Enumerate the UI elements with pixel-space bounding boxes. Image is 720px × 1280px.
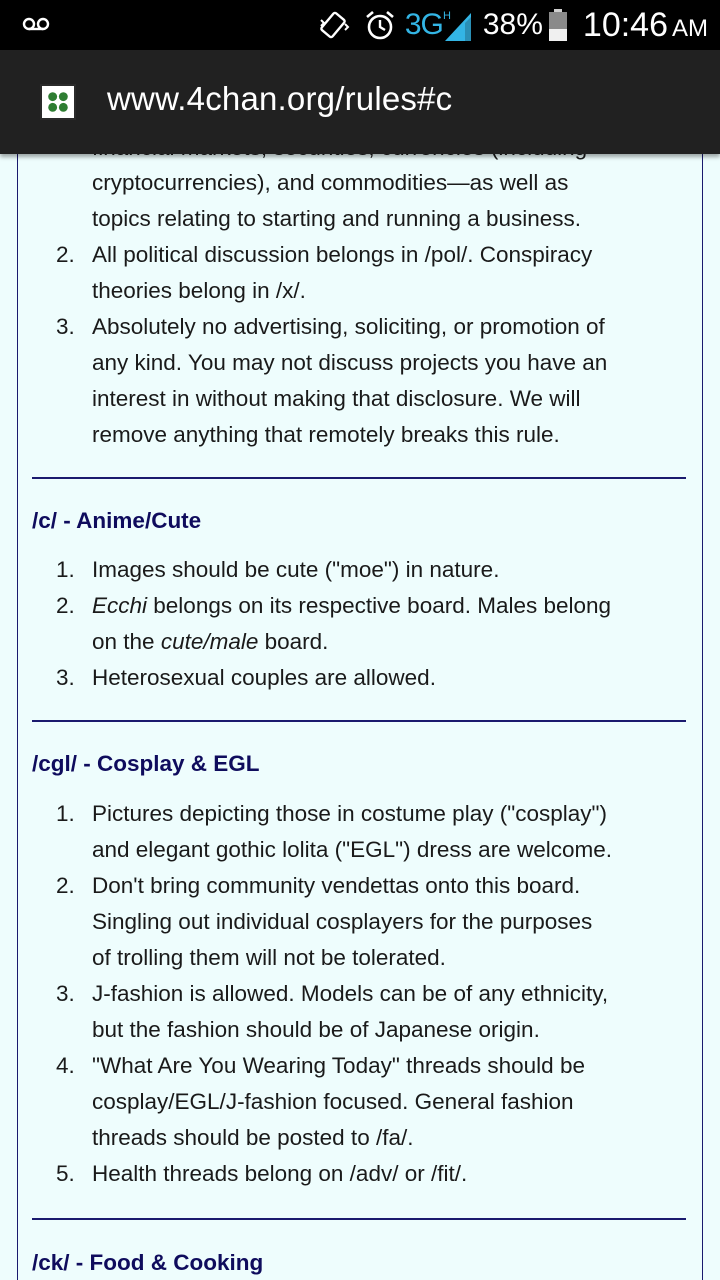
rule-text: cosplay/EGL/J-fashion focused. General fashion: [92, 1089, 574, 1114]
rule-number: 1.: [56, 801, 75, 826]
rule-text: any kind. You may not discuss projects you have an: [92, 350, 608, 375]
rule-number: 2.: [56, 873, 75, 898]
rule-text-part: on the: [92, 629, 161, 654]
rule-text-part: belongs on its respective board. Males belong: [147, 593, 612, 618]
rule-number: 3.: [56, 981, 75, 1006]
rule-text-part: board.: [258, 629, 329, 654]
signal-icon: [443, 9, 473, 41]
rule-text: remove anything that remotely breaks this rule.: [92, 422, 560, 447]
clock: [583, 6, 708, 45]
board-title-cgl: /cgl/ - Cosplay & EGL: [32, 751, 260, 776]
rule-text: topics relating to starting and running a business.: [92, 206, 582, 231]
rule-text: theories belong in /x/.: [92, 278, 306, 303]
url-text[interactable]: www.4chan.org/rules#c: [107, 80, 453, 117]
battery-percent: 38%: [482, 8, 543, 41]
vibrate-icon: [317, 8, 351, 42]
rule-text: "What Are You Wearing Today" threads should be: [92, 1053, 585, 1078]
clock-ampm: AM: [672, 14, 708, 42]
network-type-label: 3G: [404, 8, 443, 41]
italic-term: cute/male: [160, 629, 259, 654]
rule-number: 4.: [56, 1053, 75, 1078]
alarm-icon: [363, 8, 397, 42]
rule-text: [92, 624, 672, 660]
section-divider: [32, 1218, 686, 1220]
rule-text: All political discussion belongs in /pol/. Conspiracy: [92, 242, 593, 267]
rule-text: Pictures depicting those in costume play ("cosplay"): [92, 801, 607, 826]
rule-text: of trolling them will not be tolerated.: [92, 945, 446, 970]
rule-text: [92, 588, 672, 624]
rule-text: Heterosexual couples are allowed.: [92, 665, 436, 690]
section-divider: [32, 477, 686, 479]
rule-text: and elegant gothic lolita ("EGL") dress are welcome.: [92, 837, 612, 862]
browser-url-bar[interactable]: [0, 50, 720, 154]
rule-number: 5.: [56, 1161, 75, 1186]
4chan-favicon-icon: [40, 84, 76, 120]
rule-number: 1.: [56, 557, 75, 582]
rule-number: 3.: [56, 665, 75, 690]
voicemail-icon: [22, 16, 50, 32]
clock-time: 10:46: [582, 5, 668, 44]
italic-term: Ecchi: [92, 593, 148, 618]
rule-text: Images should be cute ("moe") in nature.: [92, 557, 500, 582]
rule-text: J-fashion is allowed. Models can be of any ethnicity,: [92, 981, 609, 1006]
status-bar: [0, 0, 720, 50]
rule-number: 2.: [56, 593, 75, 618]
battery-icon: [549, 9, 567, 41]
section-divider: [32, 720, 686, 722]
rule-text: Absolutely no advertising, soliciting, or promotion of: [92, 314, 605, 339]
rule-text: Singling out individual cosplayers for the purposes: [92, 909, 593, 934]
rule-number: 2.: [56, 242, 75, 267]
rule-text: cryptocurrencies), and commodities—as well as: [92, 170, 569, 195]
rule-text: but the fashion should be of Japanese origin.: [92, 1017, 540, 1042]
board-title-ck: /ck/ - Food & Cooking: [32, 1250, 264, 1275]
rule-text: Health threads belong on /adv/ or /fit/.: [92, 1161, 468, 1186]
svg-text:H: H: [442, 10, 451, 22]
rule-text: threads should be posted to /fa/.: [92, 1125, 414, 1150]
rule-number: 3.: [56, 314, 75, 339]
rule-text: Don't bring community vendettas onto this board.: [92, 873, 581, 898]
board-title-c: /c/ - Anime/Cute: [32, 508, 202, 533]
rule-text: interest in without making that disclosure. We will: [92, 386, 581, 411]
